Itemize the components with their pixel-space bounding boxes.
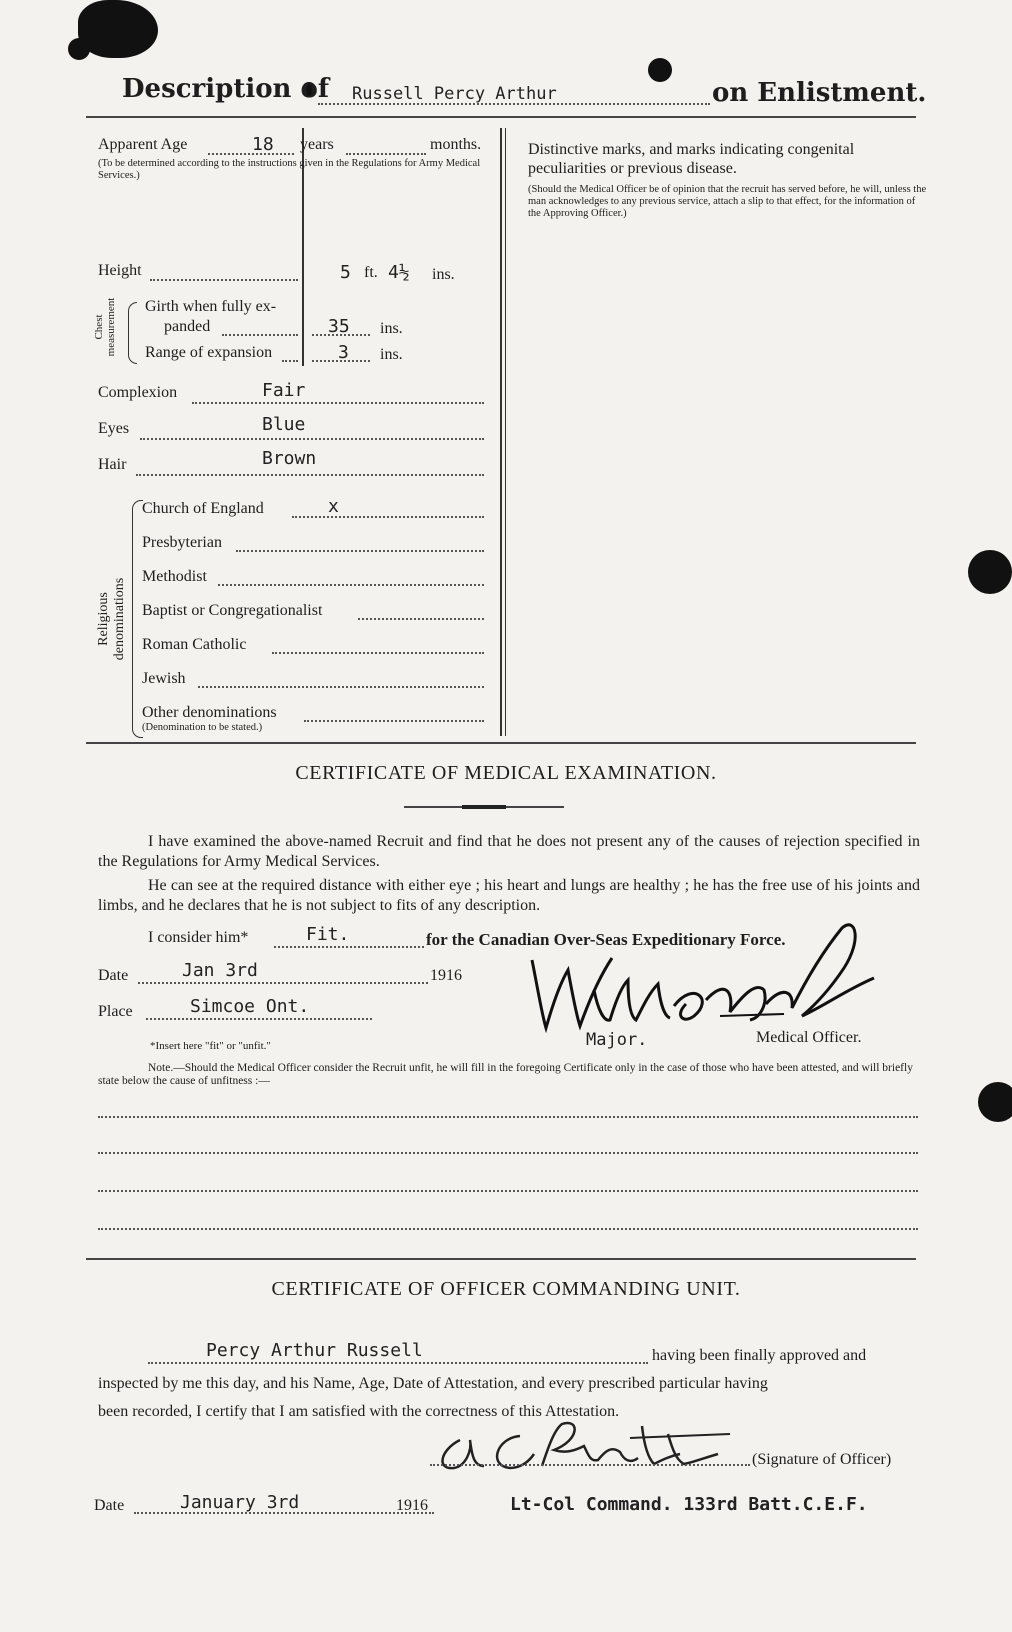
section-rule: [86, 742, 916, 744]
commanding-having-text: having been finally approved and: [652, 1347, 867, 1364]
unfit-note: Note.—Should the Medical Officer consider the Recruit unfit, he will fill in the foregoing Certificate only in the case of those who have been attested, and will briefly state below the cause of unfitness :—: [98, 1062, 913, 1087]
place-value: Simcoe Ont.: [190, 996, 310, 1017]
religion-dotted-line: [358, 618, 484, 620]
unfitness-line: [98, 1116, 918, 1118]
commanding-date-label: Date: [94, 1497, 125, 1514]
religion-jewish: Jewish: [142, 670, 186, 687]
header-on-enlistment: on Enlistment.: [712, 78, 927, 108]
name-dotted-line: [318, 103, 710, 105]
ink-blot: [648, 58, 672, 82]
commanding-date-value: January 3rd: [180, 1492, 300, 1513]
eyes-value: Blue: [262, 414, 306, 435]
religion-church-of-england: Church of England: [142, 500, 264, 517]
age-dotted-line: [208, 153, 294, 155]
place-dotted-line: [146, 1018, 372, 1020]
religion-baptist: Baptist or Congregationalist: [142, 602, 323, 619]
punch-hole: [978, 1082, 1012, 1122]
height-label: Height: [98, 262, 142, 279]
commanding-name-value: Percy Arthur Russell: [206, 1340, 423, 1361]
range-value: 3: [338, 342, 349, 363]
distinctive-marks-note: (Should the Medical Officer be of opinion that the recruit has served before, he will, unless the man acknowledges to any previous service, attach a slip to that effect, for the information of the Approving Officer.): [528, 184, 927, 219]
height-in-value: 4½: [388, 262, 410, 283]
range-ins-label: ins.: [380, 346, 403, 363]
fit-dotted-line: [274, 946, 424, 948]
religion-methodist: Methodist: [142, 568, 207, 585]
religion-mark: x: [328, 496, 339, 517]
commanding-line-2: inspected by me this day, and his Name, Age, Date of Attestation, and every prescribed particular having: [98, 1375, 768, 1392]
column-divider-2: [505, 128, 506, 736]
insert-note: *Insert here "fit" or "unfit.": [150, 1040, 271, 1052]
commanding-officer-signature: [430, 1410, 750, 1490]
medical-officer-title: Medical Officer.: [756, 1029, 862, 1046]
religion-roman-catholic: Roman Catholic: [142, 636, 247, 653]
unfitness-line: [98, 1190, 918, 1192]
complexion-label: Complexion: [98, 384, 178, 401]
unfitness-line: [98, 1152, 918, 1154]
commanding-name-dotted-line: [148, 1362, 648, 1364]
chest-brace: [128, 302, 137, 364]
medical-year: 1916: [430, 967, 462, 984]
religion-dotted-line: [292, 516, 484, 518]
height-dotted-line: [150, 279, 298, 281]
commanding-year: 1916: [396, 1497, 428, 1514]
chest-measurement-label: Chest measurement: [93, 297, 117, 357]
range-value-dotted-line: [312, 360, 370, 362]
hair-dotted-line: [136, 474, 484, 476]
girth-value-dotted-line: [312, 334, 370, 336]
range-label: Range of expansion: [145, 344, 273, 361]
months-label: months.: [430, 136, 482, 153]
signature-of-officer-label: (Signature of Officer): [752, 1451, 892, 1468]
place-label: Place: [98, 1003, 133, 1020]
for-force-text: for the Canadian Over-Seas Expeditionary Force.: [426, 930, 786, 949]
complexion-dotted-line: [192, 402, 484, 404]
denomination-note: (Denomination to be stated.): [142, 722, 263, 733]
medical-date-value: Jan 3rd: [182, 960, 258, 981]
girth-label-2: panded: [164, 318, 211, 335]
girth-label-1: Girth when fully ex-: [145, 298, 277, 315]
religion-dotted-line: [218, 584, 484, 586]
commanding-rank-line: Lt-Col Command. 133rd Batt.C.E.F.: [510, 1494, 868, 1515]
medical-certificate-title: CERTIFICATE OF MEDICAL EXAMINATION.: [295, 762, 717, 784]
girth-dotted-line: [222, 334, 298, 336]
unfitness-line: [98, 1228, 918, 1230]
column-divider: [500, 128, 502, 736]
religion-dotted-line: [236, 550, 484, 552]
fit-value: Fit.: [306, 924, 350, 945]
height-ins-label: ins.: [432, 266, 455, 283]
ink-blot: [78, 0, 158, 58]
medical-date-dotted-line: [138, 982, 428, 984]
age-value: 18: [252, 134, 274, 155]
complexion-value: Fair: [262, 380, 306, 401]
commanding-certificate-title: CERTIFICATE OF OFFICER COMMANDING UNIT.: [271, 1278, 741, 1300]
religion-other: Other denominations: [142, 704, 277, 721]
height-ft-value: 5: [340, 262, 351, 283]
section-rule: [86, 1258, 916, 1260]
punch-hole: [968, 550, 1012, 594]
consider-label: I consider him*: [148, 929, 249, 946]
religious-denominations-label: Religious denominations: [96, 577, 127, 661]
apparent-age-label: Apparent Age: [98, 136, 188, 153]
header-description-of: Description of: [122, 74, 330, 104]
distinctive-marks-heading: Distinctive marks, and marks indicating congenital peculiarities or previous disease.: [528, 141, 855, 177]
ink-blot: [68, 38, 90, 60]
girth-ins-label: ins.: [380, 320, 403, 337]
medical-paragraph-1: I have examined the above-named Recruit and find that he does not present any of the causes of rejection specified in the Regulations for Army Medical Services.: [98, 833, 920, 870]
medical-paragraph-2: He can see at the required distance with either eye ; his heart and lungs are healthy ; he has the free use of his joints and limbs, and he declares that he is not subject to fits of any description.: [98, 877, 920, 914]
title-underline-center: [462, 805, 506, 809]
eyes-dotted-line: [140, 438, 484, 440]
hair-value: Brown: [262, 448, 317, 469]
medical-officer-rank: Major.: [586, 1030, 648, 1050]
commanding-line-3: been recorded, I certify that I am satisfied with the correctness of this Attestation.: [98, 1403, 620, 1420]
years-label: years: [300, 136, 334, 153]
girth-value: 35: [328, 316, 350, 337]
header-rule: [86, 116, 916, 118]
religion-presbyterian: Presbyterian: [142, 534, 222, 551]
religion-dotted-line: [198, 686, 484, 688]
signature-dotted-line: [430, 1464, 750, 1466]
religion-dotted-line: [272, 652, 484, 654]
ft-label: ft.: [364, 264, 378, 281]
medical-date-label: Date: [98, 967, 129, 984]
range-dotted-line: [282, 360, 298, 362]
months-dotted-line: [346, 153, 426, 155]
eyes-label: Eyes: [98, 420, 130, 437]
religion-dotted-line: [304, 720, 484, 722]
age-note: (To be determined according to the instructions given in the Regulations for Army Medical Services.): [98, 158, 481, 181]
hair-label: Hair: [98, 456, 127, 473]
header-name: Russell Percy Arthur: [352, 84, 557, 104]
